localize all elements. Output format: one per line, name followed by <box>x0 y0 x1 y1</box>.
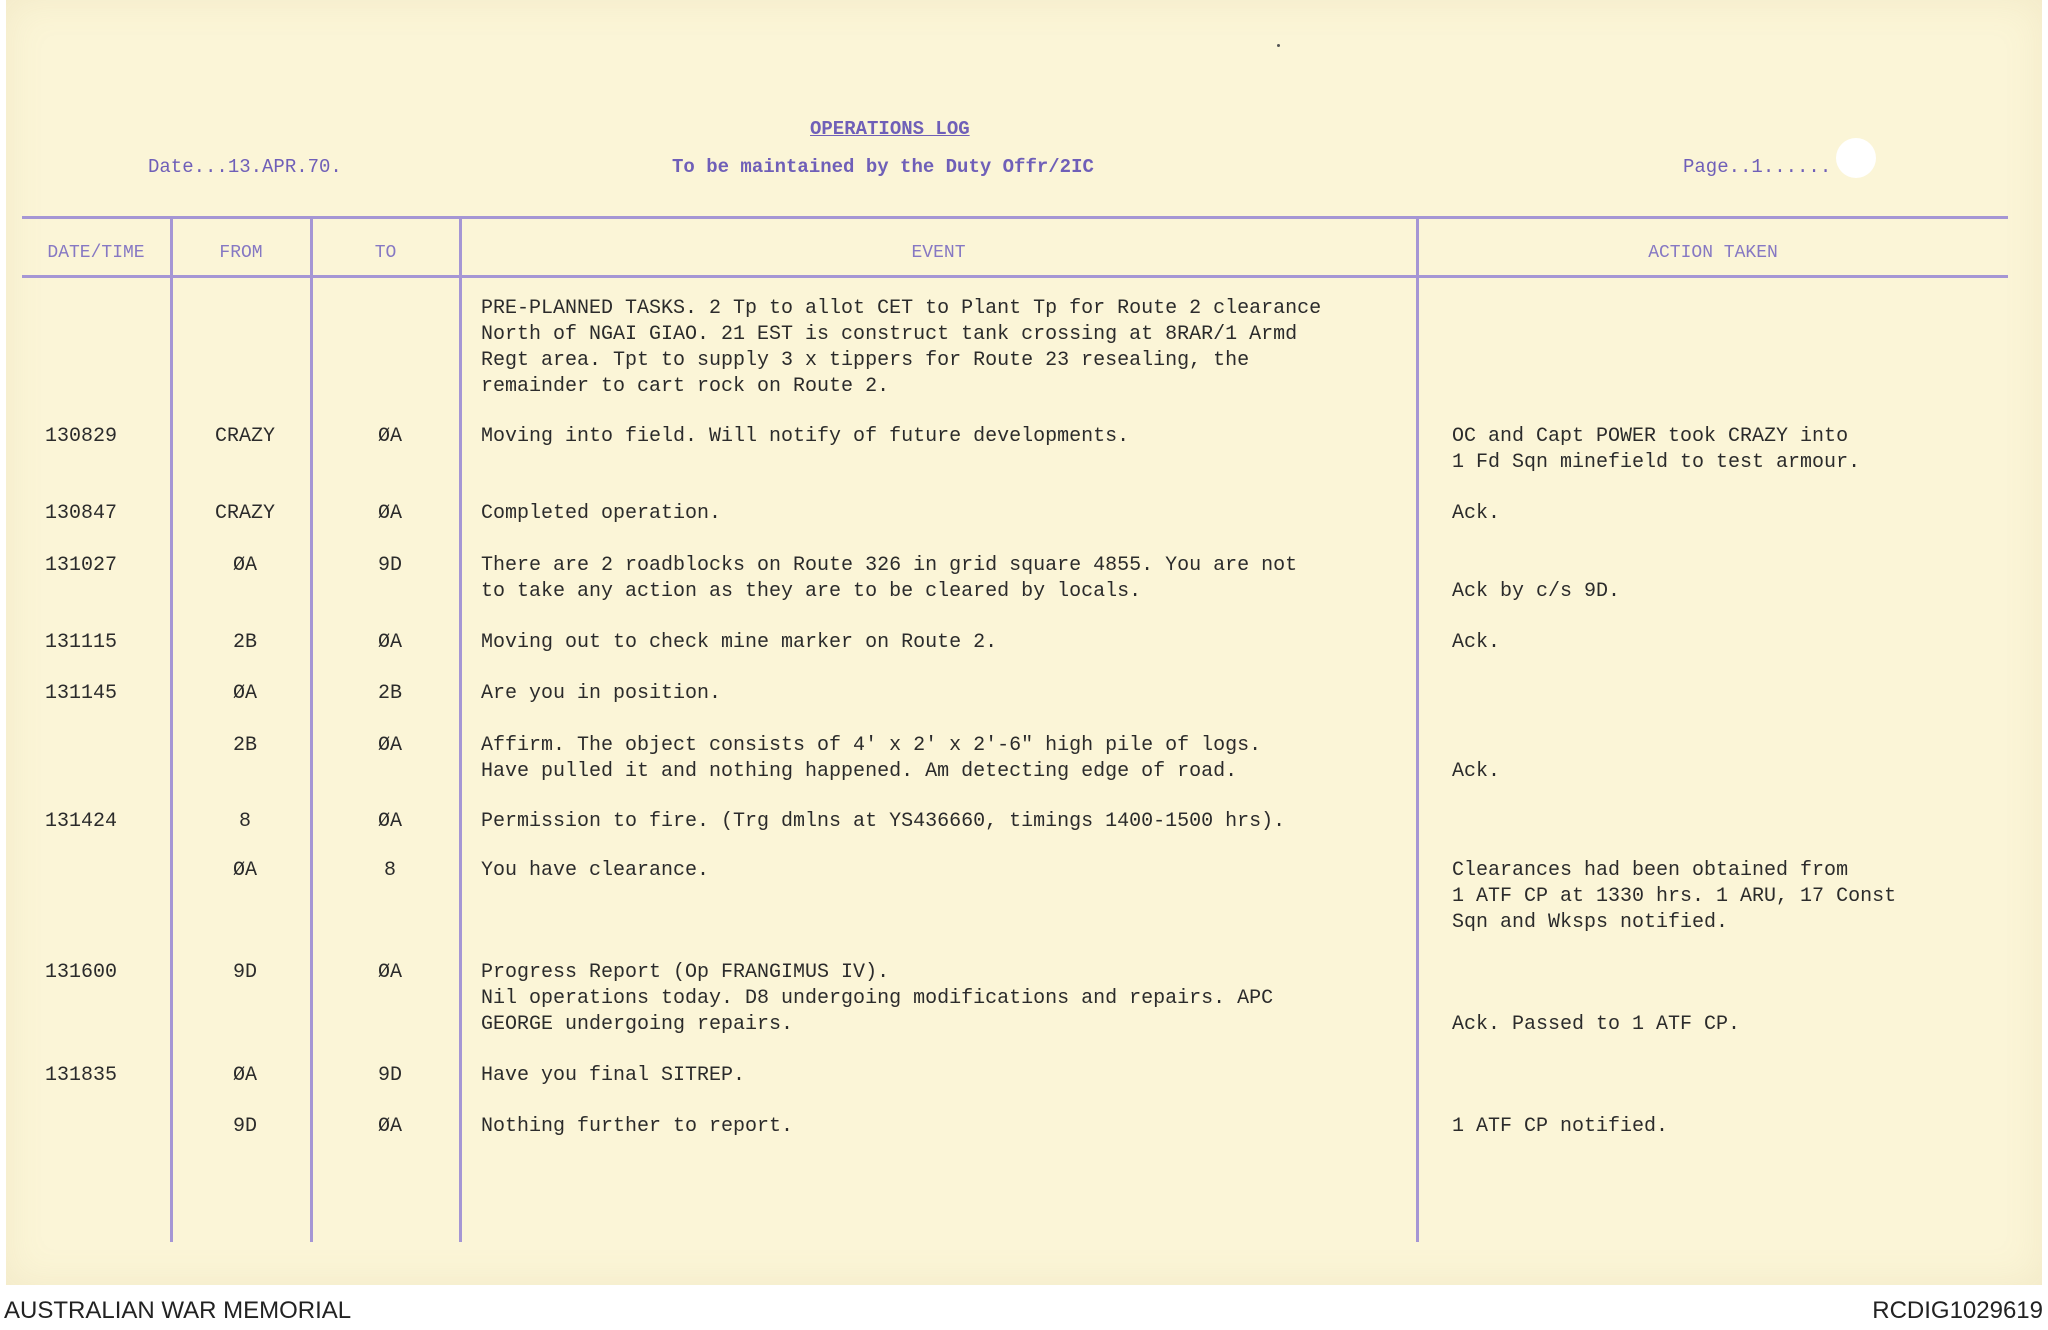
cell-event: Moving into field. Will notify of future developments. <box>481 425 1130 448</box>
table-top-rule <box>22 216 2008 219</box>
cell-to: ØA <box>377 810 402 833</box>
cell-from: ØA <box>232 554 257 577</box>
cell-from: 9D <box>232 1115 257 1138</box>
cell-from: ØA <box>232 682 257 705</box>
cell-action: Ack. <box>1452 760 1501 783</box>
cell-date-time: 131600 <box>45 961 118 984</box>
cell-date-time: 131145 <box>45 682 118 705</box>
cell-date-time: 130847 <box>45 502 118 525</box>
column-header-date-time: DATE/TIME <box>47 243 145 263</box>
cell-to: 8 <box>383 859 396 882</box>
cell-to: 2B <box>377 682 402 705</box>
cell-from: 8 <box>238 810 251 833</box>
cell-action: 1 ATF CP notified. <box>1452 1115 1669 1138</box>
column-header-to: TO <box>374 243 397 263</box>
cell-event: Completed operation. <box>481 502 722 525</box>
cell-to: ØA <box>377 502 402 525</box>
cell-from: CRAZY <box>214 502 275 525</box>
header-bottom-rule <box>22 275 2008 278</box>
cell-to: 9D <box>377 1064 402 1087</box>
cell-action: Ack. <box>1452 502 1501 525</box>
footer-record-id: RCDIG1029619 <box>1872 1297 2043 1324</box>
cell-date-time: 131835 <box>45 1064 118 1087</box>
cell-to: ØA <box>377 425 402 448</box>
cell-action: Ack by c/s 9D. <box>1452 580 1621 603</box>
cell-action: Ack. Passed to 1 ATF CP. <box>1452 1013 1741 1036</box>
footer-institution: AUSTRALIAN WAR MEMORIAL <box>4 1297 352 1324</box>
column-header-from: FROM <box>219 243 263 263</box>
column-header-event: EVENT <box>911 243 966 263</box>
cell-date-time: 131027 <box>45 554 118 577</box>
cell-event: Moving out to check mine marker on Route 2. <box>481 631 998 654</box>
cell-from: ØA <box>232 1064 257 1087</box>
cell-event: Affirm. The object consists of 4' x 2' x 2'-6" high pile of logs. Have pulled it and nothing happened. Am detecting edge of road. <box>481 734 1262 783</box>
cell-to: ØA <box>377 1115 402 1138</box>
cell-action: Ack. <box>1452 631 1501 654</box>
cell-event: Are you in position. <box>481 682 722 705</box>
cell-event: There are 2 roadblocks on Route 326 in grid square 4855. You are not to take any action as they are to be cleared by locals. <box>481 554 1298 603</box>
column-divider <box>170 218 173 1242</box>
page-number-field: Page..1...... <box>1683 156 1832 178</box>
cell-event: Have you final SITREP. <box>481 1064 746 1087</box>
cell-event: PRE-PLANNED TASKS. 2 Tp to allot CET to Plant Tp for Route 2 clearance North of NGAI GIAO. 21 EST is construct tank crossing at 8RAR/1 Armd Regt area. Tpt to supply 3 x tippers for Route 23 resealing, the remainder to cart rock on Route 2. <box>481 297 1322 398</box>
column-header-action-taken: ACTION TAKEN <box>1648 243 1778 263</box>
punch-hole <box>1836 138 1876 178</box>
cell-event: Permission to fire. (Trg dmlns at YS436660, timings 1400-1500 hrs). <box>481 810 1286 833</box>
cell-to: 9D <box>377 554 402 577</box>
cell-from: ØA <box>232 859 257 882</box>
cell-date-time: 131424 <box>45 810 118 833</box>
cell-from: 2B <box>232 631 257 654</box>
cell-to: ØA <box>377 961 402 984</box>
cell-to: ØA <box>377 631 402 654</box>
cell-event: Progress Report (Op FRANGIMUS IV). Nil operations today. D8 undergoing modifications and repairs. APC GEORGE undergoing repairs. <box>481 961 1274 1036</box>
cell-event: You have clearance. <box>481 859 710 882</box>
cell-action: Clearances had been obtained from 1 ATF CP at 1330 hrs. 1 ARU, 17 Const Sqn and Wksps notified. <box>1452 859 1897 934</box>
page-title: OPERATIONS LOG <box>810 118 970 140</box>
cell-from: CRAZY <box>214 425 275 448</box>
cell-to: ØA <box>377 734 402 757</box>
paper-speck <box>1277 44 1280 47</box>
cell-date-time: 130829 <box>45 425 118 448</box>
date-field: Date...13.APR.70. <box>148 156 342 178</box>
cell-from: 2B <box>232 734 257 757</box>
cell-from: 9D <box>232 961 257 984</box>
cell-action: OC and Capt POWER took CRAZY into 1 Fd Sqn minefield to test armour. <box>1452 425 1861 474</box>
cell-date-time: 131115 <box>45 631 118 654</box>
column-divider <box>1416 218 1419 1242</box>
cell-event: Nothing further to report. <box>481 1115 794 1138</box>
page-subtitle: To be maintained by the Duty Offr/2IC <box>672 156 1094 178</box>
